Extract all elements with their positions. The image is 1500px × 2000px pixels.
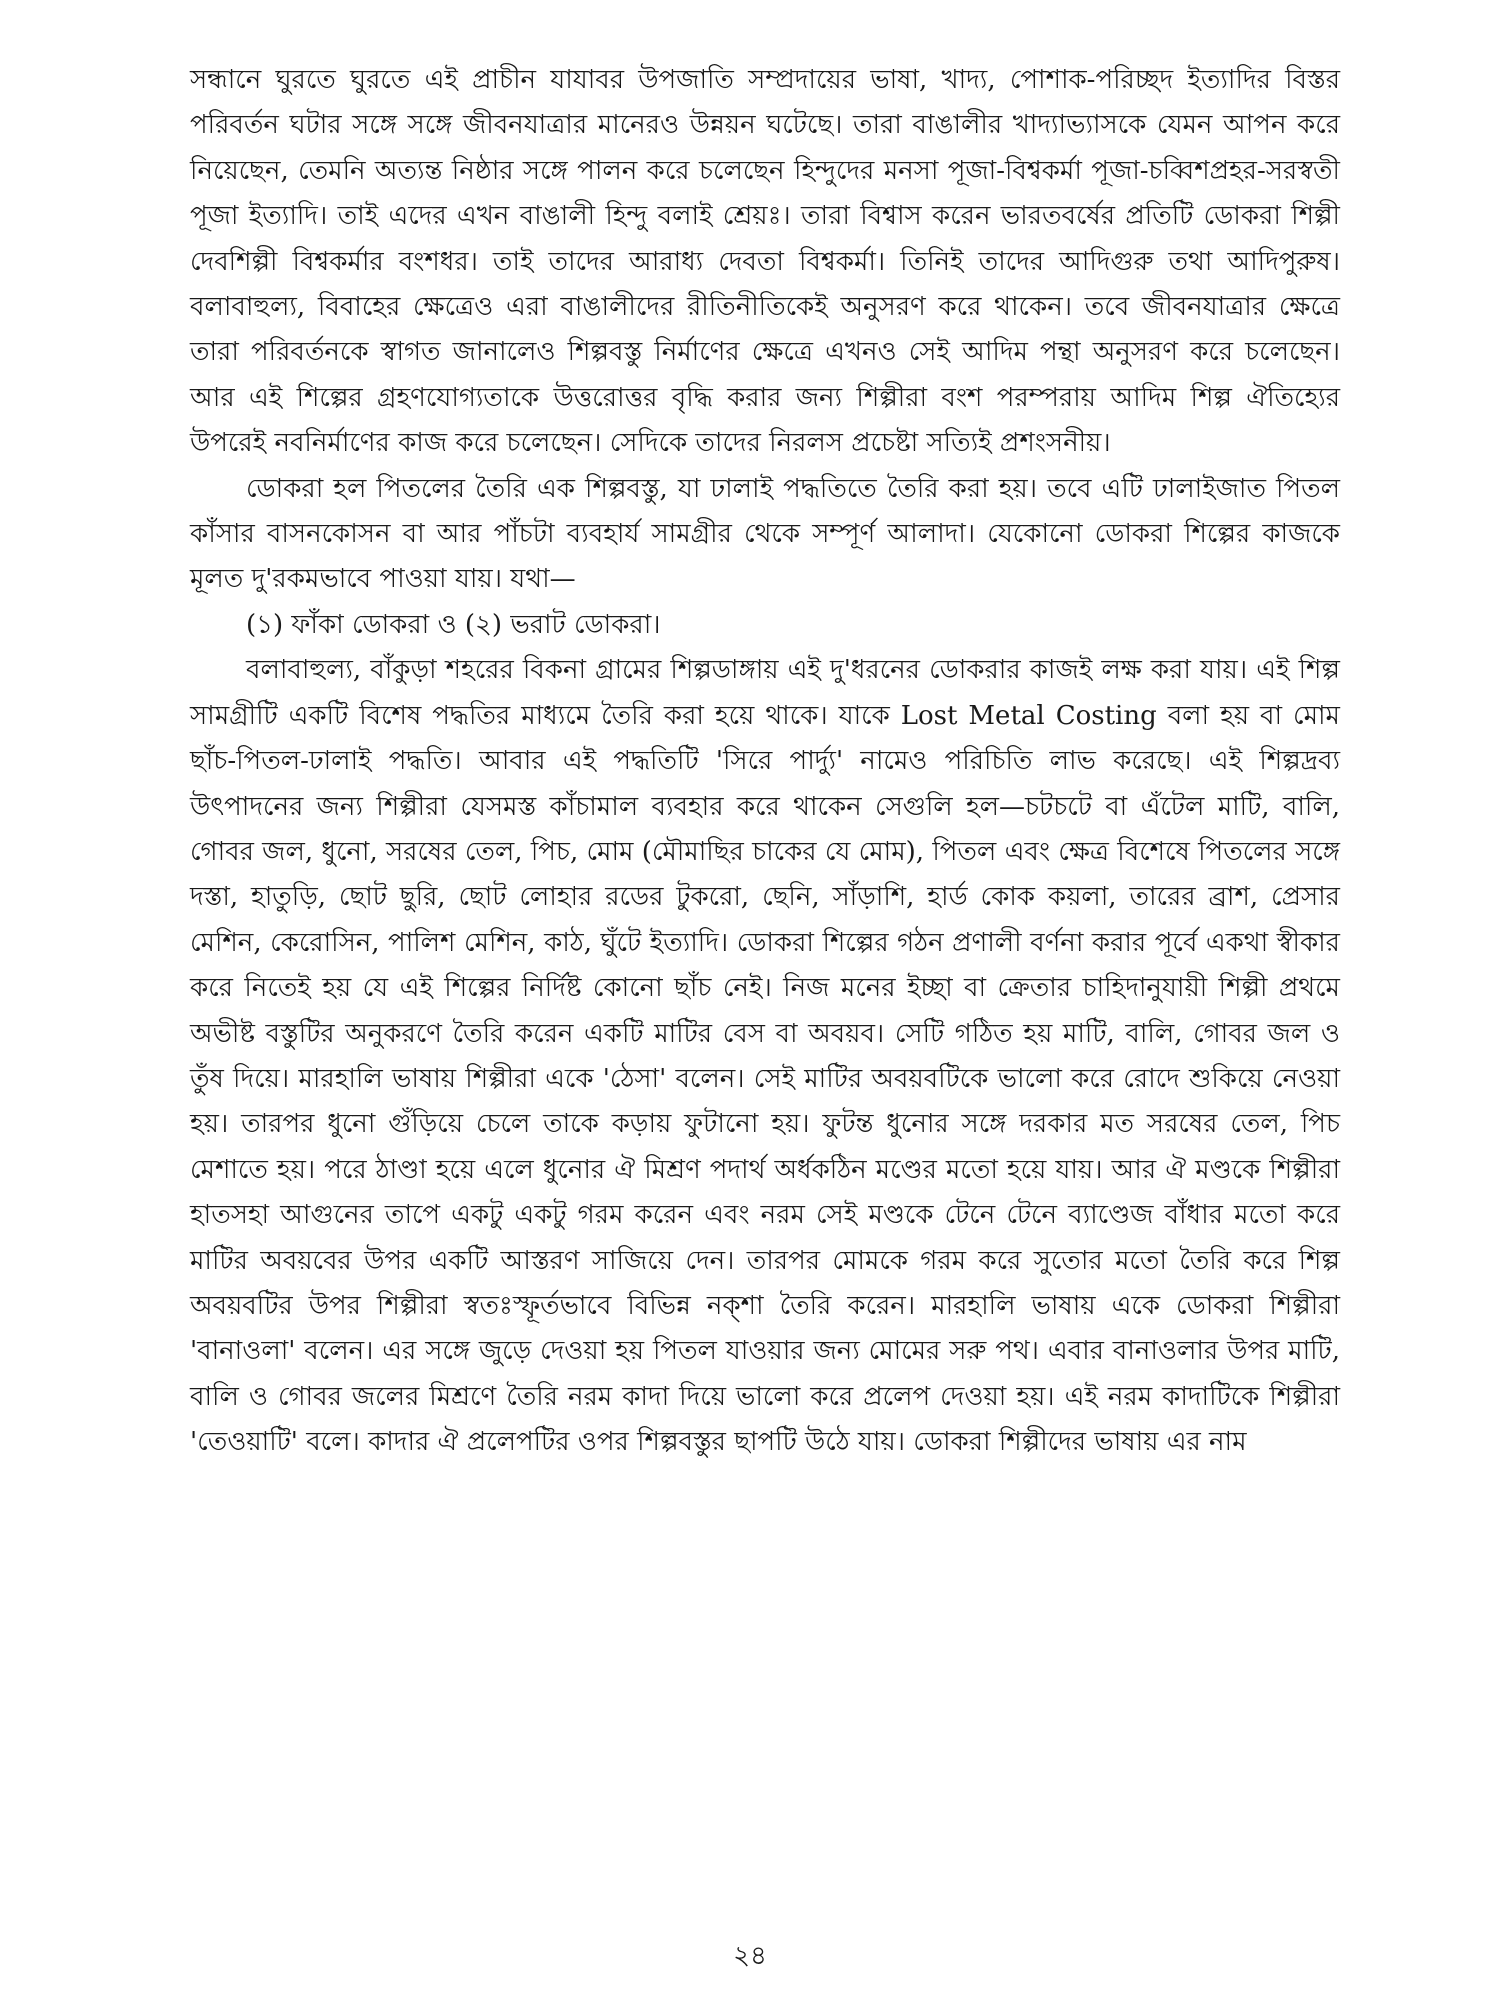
paragraph-lost-wax-process: বলাবাহুল্য, বাঁকুড়া শহরের বিকনা গ্রামের শিল্পডাঙ্গায় এই দু'ধরনের ডোকরার কাজই লক্ষ করা যায়। এই শিল্প সামগ্রীটি একটি বিশেষ পদ্ধতির মাধ্যমে তৈরি করা হয়ে থাকে। যাকে Lost Metal Costing বলা হয় বা মোম ছাঁচ-পিতল-ঢালাই পদ্ধতি। আবার এই পদ্ধতিটি 'সিরে পার্দ্যু' নামেও পরিচিতি লাভ করেছে। এই শিল্পদ্রব্য উৎপাদনের জন্য শিল্পীরা যেসমস্ত কাঁচামাল ব্যবহার করে থাকেন সেগুলি হল—চটচটে বা এঁটেল মাটি, বালি, গোবর জল, ধুনো, সরষের তেল, পিচ, মোম (মৌমাছির চাকের যে মোম), পিতল এবং ক্ষেত্র বিশেষে পিতলের সঙ্গে দস্তা, হাতুড়ি, ছোট ছুরি, ছোট লোহার রডের টুকরো, ছেনি, সাঁড়াশি, হার্ড কোক কয়লা, তারের ব্রাশ, প্রেসার মেশিন, কেরোসিন, পালিশ মেশিন, কাঠ, ঘুঁটে ইত্যাদি। ডোকরা শিল্পের গঠন প্রণালী বর্ণনা করার পূর্বে একথা স্বীকার করে নিতেই হয় যে এই শিল্পের নির্দিষ্ট কোনো ছাঁচ নেই। নিজ মনের ইচ্ছা বা ক্রেতার চাহিদানুযায়ী শিল্পী প্রথমে অভীষ্ট বস্তুটির অনুকরণে তৈরি করেন একটি মাটির বেস বা অবয়ব। সেটি গঠিত হয় মাটি, বালি, গোবর জল ও তুঁষ দিয়ে। মারহালি ভাষায় শিল্পীরা একে 'ঠেসা' বলেন। সেই মাটির অবয়বটিকে ভালো করে রোদে শুকিয়ে নেওয়া হয়। তারপর ধুনো গুঁড়িয়ে চেলে তাকে কড়ায় ফুটানো হয়। ফুটন্ত ধুনোর সঙ্গে দরকার মত সরষের তেল, পিচ মেশাতে হয়। পরে ঠাণ্ডা হয়ে এলে ধুনোর ঐ মিশ্রণ পদার্থ অর্ধকঠিন মণ্ডের মতো হয়ে যায়। আর ঐ মণ্ডকে শিল্পীরা হাতসহা আগুনের তাপে একটু একটু গরম করেন এবং নরম সেই মণ্ডকে টেনে টেনে ব্যাণ্ডেজ বাঁধার মতো করে মাটির অবয়বের উপর একটি আস্তরণ সাজিয়ে দেন। তারপর মোমকে গরম করে সুতোর মতো তৈরি করে শিল্প অবয়বটির উপর শিল্পীরা স্বতঃস্ফূর্তভাবে বিভিন্ন নক্শা তৈরি করেন। মারহালি ভাষায় একে ডোকরা শিল্পীরা 'বানাওলা' বলেন। এর সঙ্গে জুড়ে দেওয়া হয় পিতল যাওয়ার জন্য মোমের সরু পথ। এবার বানাওলার উপর মাটি, বালি ও গোবর জলের মিশ্রণে তৈরি নরম কাদা দিয়ে ভালো করে প্রলেপ দেওয়া হয়। এই নরম কাদাটিকে শিল্পীরা 'তেওয়াটি' বলে। কাদার ঐ প্রলেপটির ওপর শিল্পবস্তুর ছাপটি উঠে যায়। ডোকরা শিল্পীদের ভাষায় এর নাম [190,655,1340,1458]
paragraph-continuation: সন্ধানে ঘুরতে ঘুরতে এই প্রাচীন যাযাবর উপজাতি সম্প্রদায়ের ভাষা, খাদ্য, পোশাক-পরিচ্ছদ ইত্যাদির বিস্তর পরিবর্তন ঘটার সঙ্গে সঙ্গে জীবনযাত্রার মানেরও উন্নয়ন ঘটেছে। তারা বাঙালীর খাদ্যাভ্যাসকে যেমন আপন করে নিয়েছেন, তেমনি অত্যন্ত নিষ্ঠার সঙ্গে পালন করে চলেছেন হিন্দুদের মনসা পূজা-বিশ্বকর্মা পূজা-চব্বিশপ্রহর-সরস্বতী পূজা ইত্যাদি। তাই এদের এখন বাঙালী হিন্দু বলাই শ্রেয়ঃ। তারা বিশ্বাস করেন ভারতবর্ষের প্রতিটি ডোকরা শিল্পী দেবশিল্পী বিশ্বকর্মার বংশধর। তাই তাদের আরাধ্য দেবতা বিশ্বকর্মা। তিনিই তাদের আদিগুরু তথা আদিপুরুষ। বলাবাহুল্য, বিবাহের ক্ষেত্রেও এরা বাঙালীদের রীতিনীতিকেই অনুসরণ করে থাকেন। তবে জীবনযাত্রার ক্ষেত্রে তারা পরিবর্তনকে স্বাগত জানালেও শিল্পবস্তু নির্মাণের ক্ষেত্রে এখনও সেই আদিম পন্থা অনুসরণ করে চলেছেন। আর এই শিল্পের গ্রহণযোগ্যতাকে উত্তরোত্তর বৃদ্ধি করার জন্য শিল্পীরা বংশ পরম্পরায় আদিম শিল্প ঐতিহ্যের উপরেই নবনির্মাণের কাজ করে চলেছেন। সেদিকে তাদের নিরলস প্রচেষ্টা সত্যিই প্রশংসনীয়। [190,65,1340,459]
page-number: ২৪ [733,1941,767,1971]
body-text [190,58,1340,1466]
paragraph-dokra-types: (১) ফাঁকা ডোকরা ও (২) ভরাট ডোকরা। [246,609,661,640]
paragraph-dokra-definition: ডোকরা হল পিতলের তৈরি এক শিল্পবস্তু, যা ঢালাই পদ্ধতিতে তৈরি করা হয়। তবে এটি ঢালাইজাত পিতল কাঁসার বাসনকোসন বা আর পাঁচটা ব্যবহার্য সামগ্রীর থেকে সম্পূর্ণ আলাদা। যেকোনো ডোকরা শিল্পের কাজকে মূলত দু'রকমভাবে পাওয়া যায়। যথা— [190,473,1340,595]
